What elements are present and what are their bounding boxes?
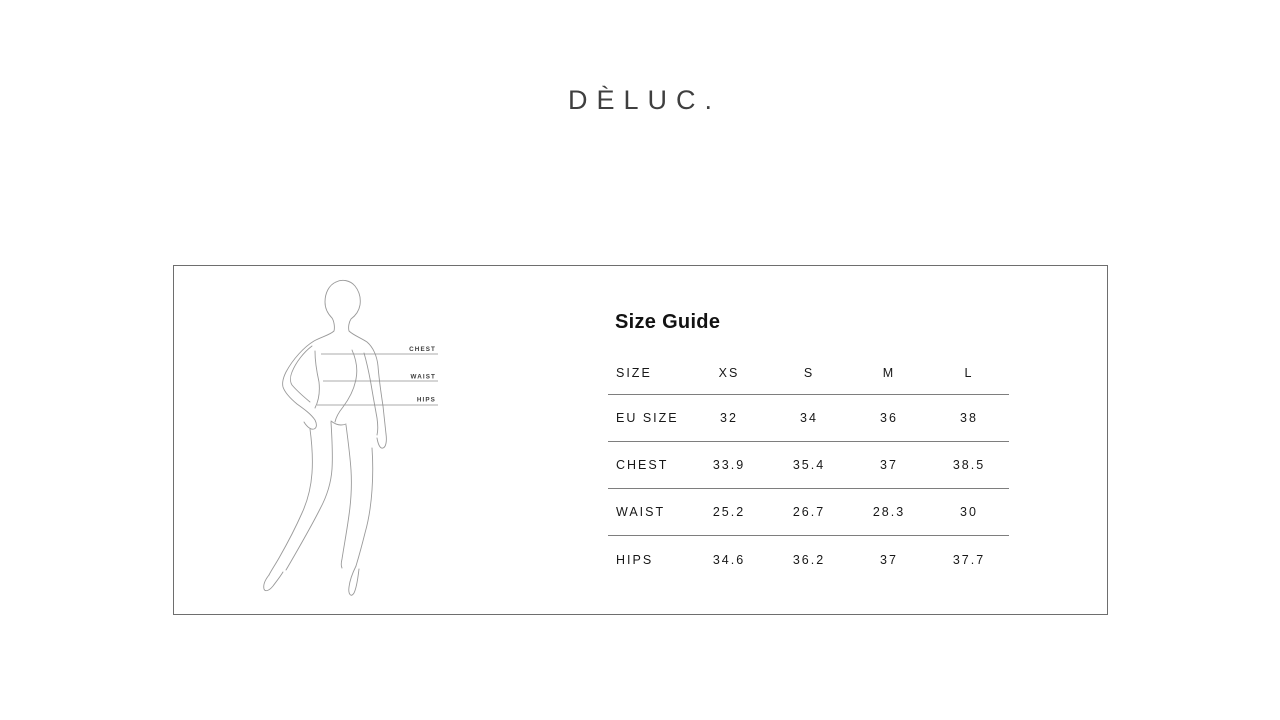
cell-value: 35.4 [792,458,826,472]
cell-value: 36 [880,411,898,425]
cell-value: 38 [960,411,978,425]
cell-value: 34 [800,411,818,425]
cell-value: 28.3 [872,505,906,519]
croquis-crotch [331,421,346,425]
croquis-left-arm-inner [291,346,313,402]
row-label: CHEST [616,458,669,472]
croquis-left-leg-inner [286,422,332,570]
croquis-figure-illustration [256,276,451,611]
table-row-chest [608,442,1009,489]
cell-value: 38.5 [952,458,986,472]
croquis-bust-curve [335,350,357,422]
table-row-eu-size [608,395,1009,442]
croquis-head-right-arm-outline [336,280,386,448]
brand-logo: DÈLUC. [567,85,722,115]
cell-value: 32 [720,411,738,425]
size-guide-panel [173,265,1108,615]
croquis-left-leg-outer [269,429,312,575]
row-label: HIPS [616,552,654,567]
croquis-torso-left [315,351,319,408]
croquis-right-arm-inner [364,353,378,435]
croquis-head-left-arm-outline [283,282,336,429]
cell-value: 37 [880,552,898,567]
croquis-right-foot [349,566,359,595]
row-label: WAIST [616,505,666,519]
cell-value: 26.7 [792,505,826,519]
size-guide-title: Size Guide [615,311,721,333]
header-l: L [964,366,974,380]
header-s: S [803,366,815,380]
croquis-right-leg-inner [341,425,351,568]
table-row-hips [608,536,1009,583]
size-guide-table-section [608,309,1009,583]
cell-value: 33.9 [712,458,746,472]
croquis-left-foot [264,572,283,591]
cell-value: 36.2 [792,552,826,567]
waist-label: WAIST [410,373,436,381]
cell-value: 37.7 [952,552,986,567]
cell-value: 30 [960,505,978,519]
cell-value: 37 [880,458,898,472]
row-label: EU SIZE [616,411,679,425]
header-m: M [882,366,896,380]
header-size: SIZE [616,366,652,380]
table-row-waist [608,489,1009,536]
header-xs: XS [718,366,740,380]
hips-label: HIPS [416,396,436,404]
chest-label: CHEST [409,346,436,353]
size-table-header-row [608,335,1009,395]
cell-value: 34.6 [712,552,746,567]
cell-value: 25.2 [712,505,746,519]
croquis-right-leg-outer [356,448,373,566]
